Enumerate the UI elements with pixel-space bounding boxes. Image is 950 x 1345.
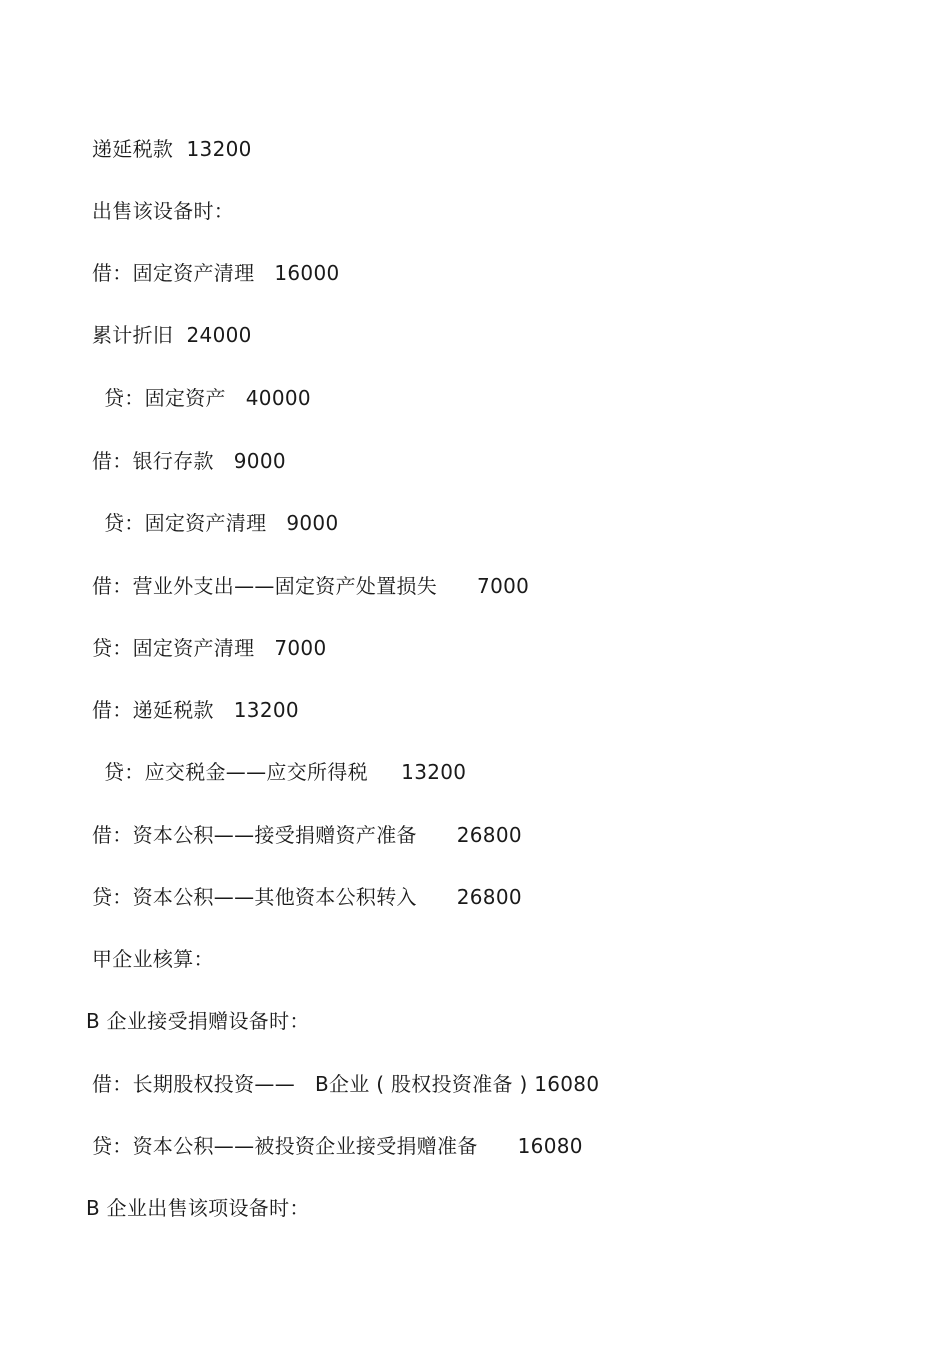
text-line-company-b-donation-heading: B 企业接受捐赠设备时： xyxy=(86,1009,310,1033)
text-line-credit-capital-reserve: 贷：资本公积——其他资本公积转入 26800 xyxy=(92,885,522,909)
text-line-credit-income-tax: 贷：应交税金——应交所得税 13200 xyxy=(104,760,467,784)
text-line-credit-fixed-assets: 贷：固定资产 40000 xyxy=(104,386,311,410)
text-line-company-a-heading: 甲企业核算： xyxy=(92,947,214,971)
text-line-debit-disposal: 借：固定资产清理 16000 xyxy=(92,261,340,285)
text-line-sale-heading: 出售该设备时： xyxy=(92,199,235,223)
text-line-accumulated-depreciation: 累计折旧 24000 xyxy=(92,323,252,347)
text-line-credit-disposal: 贷：固定资产清理 9000 xyxy=(104,511,339,535)
text-line-debit-capital-reserve: 借：资本公积——接受捐赠资产准备 26800 xyxy=(92,823,522,847)
text-line-credit-investee-donation: 贷：资本公积——被投资企业接受捐赠准备 16080 xyxy=(92,1134,583,1158)
text-line-debit-bank-deposit: 借：银行存款 9000 xyxy=(92,449,286,473)
text-line-credit-disposal-2: 贷：固定资产清理 7000 xyxy=(92,636,327,660)
text-line-debit-non-operating: 借：营业外支出——固定资产处置损失 7000 xyxy=(92,574,530,598)
text-line-debit-deferred-tax: 借：递延税款 13200 xyxy=(92,698,299,722)
text-line-company-b-sale-heading: B 企业出售该项设备时： xyxy=(86,1196,310,1220)
text-line-deferred-tax: 递延税款 13200 xyxy=(92,137,252,161)
text-line-debit-long-term-equity: 借：长期股权投资—— B企业 ( 股权投资准备 ) 16080 xyxy=(92,1072,600,1096)
